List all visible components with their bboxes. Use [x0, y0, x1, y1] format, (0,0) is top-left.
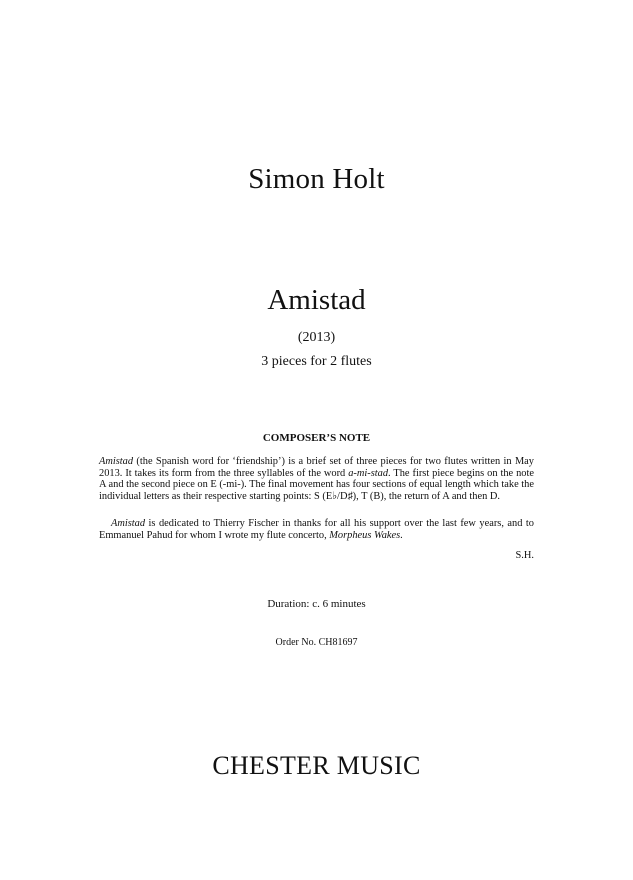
work-title-italic: Amistad — [99, 456, 134, 467]
note-text: . — [400, 529, 403, 541]
note-text: . The first piece begins on the note A and the second piece on E (-mi-). The final movement has four sections of equal length which take the individual letters as their respective starting points: S (E♭/D♯), T (B), the return of A and then D. — [99, 467, 534, 502]
work-subtitle: 3 pieces for 2 flutes — [261, 354, 372, 369]
publisher-name: CHESTER MUSIC — [212, 751, 421, 780]
note-text: (the Spanish word for ‘friendship’) is a brief set of three pieces for two flutes written in May 2013. It takes its form from the three syllables of the word — [99, 456, 534, 479]
work-year: (2013) — [297, 330, 336, 345]
syllables-italic: a-mi-stad — [348, 467, 389, 479]
composers-note-paragraph-1 — [99, 456, 534, 502]
composers-note-paragraph-2 — [99, 518, 534, 541]
composer-initials: S.H. — [515, 550, 534, 561]
note-text: is dedicated to Thierry Fischer in thanks for all his support over the last few years, and to Emmanuel Pahud for whom I wrote my flute concerto, — [99, 518, 534, 541]
work-title-italic: Amistad — [111, 518, 146, 529]
concerto-title-italic: Morpheus Wakes — [329, 529, 401, 541]
duration: Duration: c. 6 minutes — [267, 598, 366, 610]
order-number: Order No. CH81697 — [275, 637, 358, 648]
work-title: Amistad — [267, 284, 366, 316]
composer-name: Simon Holt — [248, 163, 385, 195]
composers-note-heading: COMPOSER’S NOTE — [262, 432, 371, 444]
